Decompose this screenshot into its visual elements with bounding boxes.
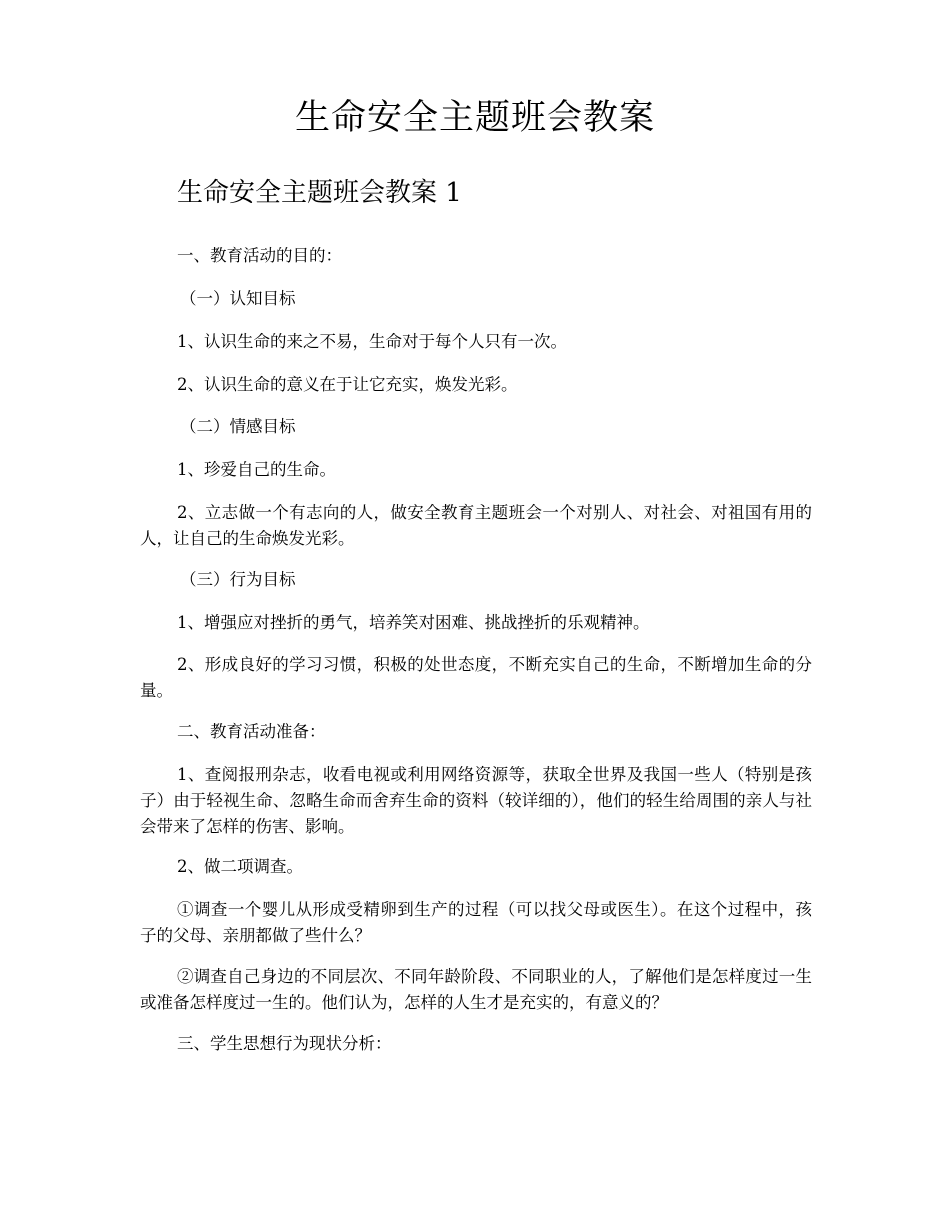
subheading-behavior-goals: （三）行为目标 [180,570,296,589]
paragraph: 1、珍爱自己的生命。 [177,460,336,479]
paragraph: 2、形成良好的学习习惯，积极的处世态度，不断充实自己的生命，不断增加生命的分量。 [140,655,812,700]
paragraph: ①调查一个婴儿从形成受精卵到生产的过程（可以找父母或医生）。在这个过程中，孩子的父母、亲朋都做了些什么？ [140,900,812,945]
document-title: 生命安全主题班会教案 [294,98,655,138]
subheading-cognitive-goals: （一）认知目标 [180,289,296,308]
paragraph: 1、认识生命的来之不易，生命对于每个人只有一次。 [177,332,567,351]
subheading-emotional-goals: （二）情感目标 [180,417,296,436]
heading-activity-goals: 一、教育活动的目的： [177,246,342,265]
paragraph: 1、查阅报刑杂志，收看电视或利用网络资源等，获取全世界及我国一些人（特别是孩子）由于轻视生命、忽略生命而舍弃生命的资料（较详细的），他们的轻生给周围的亲人与社会带来了怎样的伤害、影响。 [140,765,812,836]
heading-activity-preparation: 二、教育活动准备： [177,722,326,741]
section-title: 生命安全主题班会教案 1 [177,178,462,208]
paragraph: 2、认识生命的意义在于让它充实，焕发光彩。 [177,375,518,394]
heading-student-analysis: 三、学生思想行为现状分析： [177,1034,392,1053]
paragraph: 2、立志做一个有志向的人，做安全教育主题班会一个对别人、对社会、对祖国有用的人，让自己的生命焕发光彩。 [140,503,812,548]
paragraph: 2、做二项调查。 [177,857,303,876]
paragraph: 1、增强应对挫折的勇气，培养笑对困难、挑战挫折的乐观精神。 [177,613,650,632]
paragraph: ②调查自己身边的不同层次、不同年龄阶段、不同职业的人，了解他们是怎样度过一生或准备怎样度过一生的。他们认为，怎样的人生才是充实的，有意义的？ [140,967,812,1012]
